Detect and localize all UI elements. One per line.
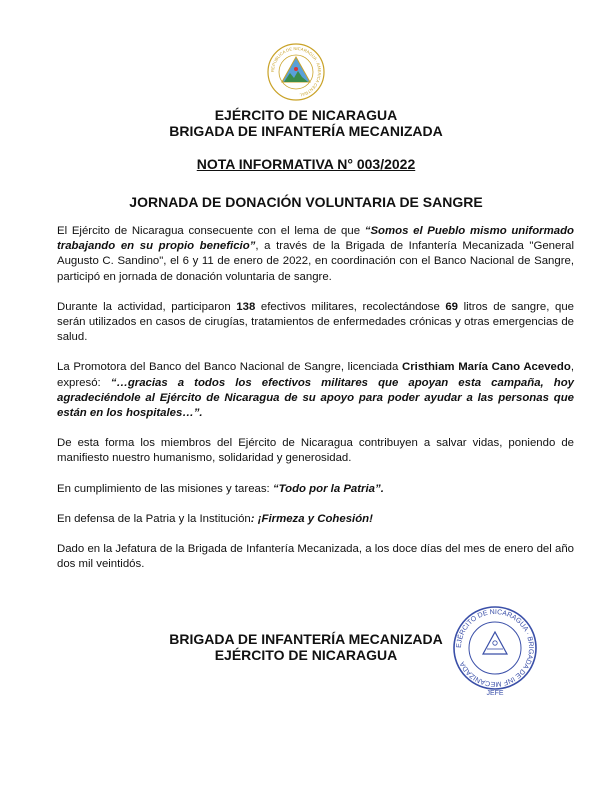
seal-ring-text: REPUBLICA DE NICARAGUA · AMERICA CENTRAL	[269, 45, 323, 98]
slogan-patria: “Todo por la Patria”.	[272, 482, 384, 495]
national-seal-logo	[266, 42, 326, 102]
paragraph-3: La Promotora del Banco del Banco Nacional de Sangre, licenciada Cristhiam María Cano Acevedo, expresó: “…gracias a todos los efectivos militares que apoyan esta campaña, hoy agradeciéndole al Ejército de Nicaragua de su apoyo para poder ayudar a las personas que están en los hospitales…”.	[57, 361, 574, 420]
promoter-name: Cristhiam María Cano Acevedo	[402, 361, 571, 374]
paragraph-2: Durante la actividad, participaron 138 efectivos militares, recolectándose 69 litros de sangre, que serán utilizados en casos de cirugías, tratamientos de enfermedades crónicas y otras emergencias de salud.	[57, 300, 574, 344]
document-body	[57, 224, 574, 587]
org-line-1: EJÉRCITO DE NICARAGUA	[214, 107, 398, 123]
paragraph-6: En defensa de la Patria y la Institución: ¡Firmeza y Cohesión!	[57, 512, 373, 525]
paragraph-7: Dado en la Jefatura de la Brigada de Infantería Mecanizada, a los doce días del mes de enero del año dos mil veintidós.	[57, 543, 574, 571]
document-title: JORNADA DE DONACIÓN VOLUNTARIA DE SANGRE	[129, 194, 483, 210]
official-stamp	[452, 605, 538, 691]
svg-text:EJÉRCITO DE NICARAGUA · BRIGAD	[455, 609, 534, 687]
participants-count: 138	[236, 300, 256, 313]
paragraph-5: En cumplimiento de las misiones y tareas: “Todo por la Patria”.	[57, 482, 384, 495]
slogan-firmeza: : ¡Firmeza y Cohesión!	[250, 512, 373, 525]
document-number: NOTA INFORMATIVA N° 003/2022	[196, 156, 416, 172]
paragraph-4: De esta forma los miembros del Ejército de Nicaragua contribuyen a salvar vidas, poniendo de manifiesto nuestro humanismo, solidaridad y generosidad.	[57, 437, 574, 465]
motto-quote: “Somos el Pueblo mismo uniformado trabajando en su propio beneficio”	[57, 225, 574, 253]
stamp-ring-text: EJÉRCITO DE NICARAGUA · BRIGADA DE INF MECANIZADA	[455, 608, 535, 688]
paragraph-1: El Ejército de Nicaragua consecuente con el lema de que “Somos el Pueblo mismo uniformado trabajando en su propio beneficio”, a través de la Brigada de Infantería Mecanizada "General Augusto C. Sandino", el 6 y 11 de enero de 2022, en coordinación con el Banco Nacional de Sangre, participó en jornada de donación voluntaria de sangre.	[57, 225, 574, 283]
signature-line-1: BRIGADA DE INFANTERÍA MECANIZADA	[169, 631, 443, 647]
stamp-label: JEFE	[486, 690, 504, 697]
signature-line-2: EJÉRCITO DE NICARAGUA	[214, 647, 398, 663]
liters-count: 69	[445, 300, 459, 313]
promoter-quote: “…gracias a todos los efectivos militares que apoyan esta campaña, hoy agradeciéndole al Ejército de Nicaragua de su apoyo para poder ayudar a las personas que están en los hospitales…”.	[57, 376, 574, 420]
org-line-2: BRIGADA DE INFANTERÍA MECANIZADA	[169, 123, 443, 139]
